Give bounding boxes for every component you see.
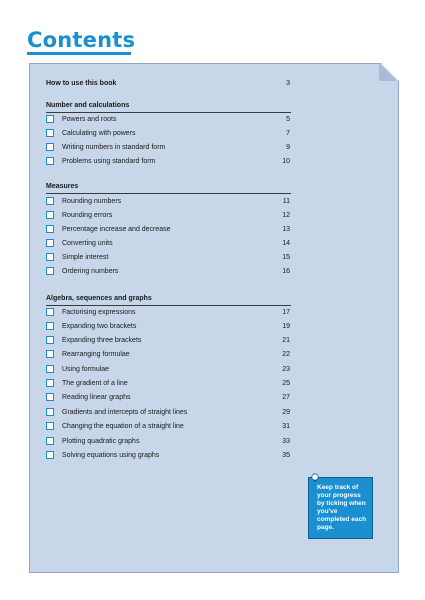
contents-entry (46, 334, 291, 348)
progress-checkbox[interactable] (46, 365, 54, 373)
entry-label: Simple interest (62, 254, 109, 261)
entry-label: Calculating with powers (62, 130, 136, 137)
lightbulb-icon (310, 473, 320, 483)
section-heading: Algebra, sequences and graphs (46, 295, 152, 302)
entry-page-number: 9 (286, 144, 290, 151)
entry-page-number: 12 (282, 212, 290, 219)
page-title: Contents (27, 28, 136, 52)
contents-entry (46, 237, 291, 251)
section-heading-number-and-calculations (46, 99, 291, 113)
section-heading-measures (46, 180, 291, 194)
section-rule (46, 193, 291, 194)
entry-label: Gradients and intercepts of straight lines (62, 409, 188, 416)
entry-label: Rounding numbers (62, 198, 122, 205)
entry-label: Rounding errors (62, 212, 113, 219)
progress-checkbox[interactable] (46, 225, 54, 233)
entry-label: Expanding two brackets (62, 323, 137, 330)
entry-page-number: 23 (282, 366, 290, 373)
entry-label: Expanding three brackets (62, 337, 142, 344)
progress-checkbox[interactable] (46, 451, 54, 459)
contents-entry (46, 435, 291, 449)
entry-page-number: 27 (282, 394, 290, 401)
progress-checkbox[interactable] (46, 322, 54, 330)
contents-entry (46, 363, 291, 377)
progress-checkbox[interactable] (46, 308, 54, 316)
contents-entry (46, 377, 291, 391)
progress-checkbox[interactable] (46, 379, 54, 387)
progress-checkbox[interactable] (46, 115, 54, 123)
entry-label: Percentage increase and decrease (62, 226, 171, 233)
progress-checkbox[interactable] (46, 336, 54, 344)
contents-entry (46, 306, 291, 320)
progress-checkbox[interactable] (46, 267, 54, 275)
entry-label: Changing the equation of a straight line (62, 423, 184, 430)
entry-page-number: 35 (282, 452, 290, 459)
entry-page-number: 25 (282, 380, 290, 387)
contents-entry (46, 420, 291, 434)
entry-page-number: 22 (282, 351, 290, 358)
entry-page-number: 33 (282, 438, 290, 445)
section-heading-algebra (46, 292, 291, 306)
contents-entry (46, 320, 291, 334)
title-underline (27, 52, 131, 55)
entry-page-number: 10 (282, 158, 290, 165)
entry-page-number: 31 (282, 423, 290, 430)
section-heading: Number and calculations (46, 102, 130, 109)
tip-text: Keep track of your progress by ticking when you've completed each page. (317, 484, 367, 531)
progress-checkbox[interactable] (46, 211, 54, 219)
contents-entry (46, 449, 291, 463)
entry-page-number: 11 (282, 198, 290, 205)
entry-label: Powers and roots (62, 116, 117, 123)
contents-entry (46, 113, 291, 127)
contents-entry (46, 209, 291, 223)
progress-checkbox[interactable] (46, 157, 54, 165)
progress-checkbox[interactable] (46, 253, 54, 261)
contents-entry (46, 127, 291, 141)
contents-entry (46, 391, 291, 405)
contents-entry (46, 155, 291, 169)
entry-label: Problems using standard form (62, 158, 156, 165)
entry-page-number: 17 (282, 309, 290, 316)
entry-page-number: 7 (286, 130, 290, 137)
entry-page-number: 14 (282, 240, 290, 247)
progress-checkbox[interactable] (46, 393, 54, 401)
intro-row (46, 77, 291, 91)
entry-label: Reading linear graphs (62, 394, 131, 401)
contents-entry (46, 348, 291, 362)
progress-checkbox[interactable] (46, 437, 54, 445)
entry-label: Factorising expressions (62, 309, 136, 316)
progress-checkbox[interactable] (46, 350, 54, 358)
entry-page-number: 16 (282, 268, 290, 275)
progress-checkbox[interactable] (46, 239, 54, 247)
contents-entry (46, 141, 291, 155)
entry-page-number: 5 (286, 116, 290, 123)
progress-checkbox[interactable] (46, 408, 54, 416)
folded-corner (379, 63, 397, 81)
entry-label: Writing numbers in standard form (62, 144, 166, 151)
intro-label: How to use this book (46, 80, 117, 87)
progress-checkbox[interactable] (46, 422, 54, 430)
entry-label: Solving equations using graphs (62, 452, 160, 459)
entry-page-number: 19 (282, 323, 290, 330)
entry-page-number: 21 (282, 337, 290, 344)
contents-entry (46, 223, 291, 237)
contents-entry (46, 265, 291, 279)
progress-checkbox[interactable] (46, 129, 54, 137)
entry-label: Using formulae (62, 366, 110, 373)
entry-label: Converting units (62, 240, 113, 247)
entry-page-number: 15 (282, 254, 290, 261)
section-heading: Measures (46, 183, 79, 190)
contents-entry (46, 406, 291, 420)
entry-label: Plotting quadratic graphs (62, 438, 140, 445)
progress-checkbox[interactable] (46, 197, 54, 205)
progress-checkbox[interactable] (46, 143, 54, 151)
entry-label: Ordering numbers (62, 268, 119, 275)
entry-page-number: 29 (282, 409, 290, 416)
tip-box (308, 477, 373, 539)
entry-label: The gradient of a line (62, 380, 128, 387)
entry-label: Rearranging formulae (62, 351, 130, 358)
entry-page-number: 13 (282, 226, 290, 233)
contents-entry (46, 251, 291, 265)
intro-page-number: 3 (286, 80, 290, 87)
contents-entry (46, 195, 291, 209)
